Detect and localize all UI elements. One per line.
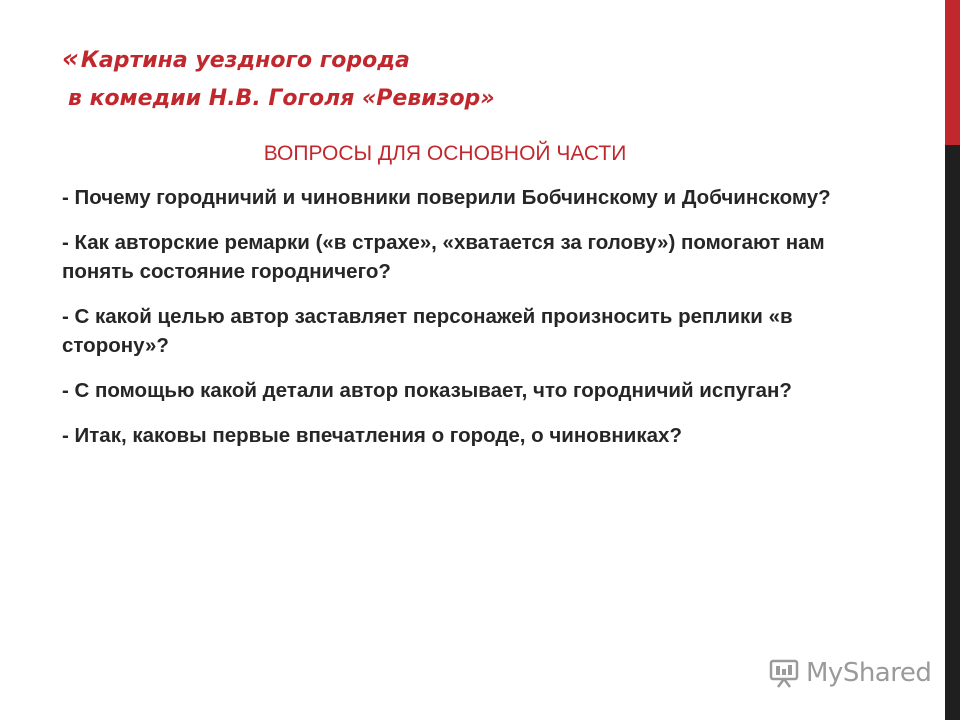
question-item: - Итак, каковы первые впечатления о городе, о чиновниках? [62, 424, 682, 447]
watermark-text: MyShared [806, 658, 932, 688]
myshared-watermark [768, 656, 931, 690]
slide-title [62, 40, 782, 118]
side-bar-accent [945, 0, 960, 145]
section-heading: ВОПРОСЫ ДЛЯ ОСНОВНОЙ ЧАСТИ [263, 142, 627, 165]
question-item: - С помощью какой детали автор показывает, что городничий испуган? [62, 379, 792, 402]
title-line-2: в комедии Н.В. Гоголя «Ревизор» [68, 86, 495, 111]
questions-list [62, 183, 862, 466]
title-quote-mark: « [62, 44, 79, 74]
question-item: - Почему городничий и чиновники поверили Бобчинскому и Добчинскому? [62, 186, 831, 209]
side-bar [945, 0, 960, 720]
question-item: - С какой целью автор заставляет персонажей произносить реплики «в сторону»? [62, 305, 793, 357]
question-item: - Как авторские ремарки («в страхе», «хватается за голову») помогают нам понять состояние городничего? [62, 231, 825, 283]
presentation-board-icon [768, 657, 800, 689]
title-line-1: Картина уездного города [80, 48, 410, 73]
